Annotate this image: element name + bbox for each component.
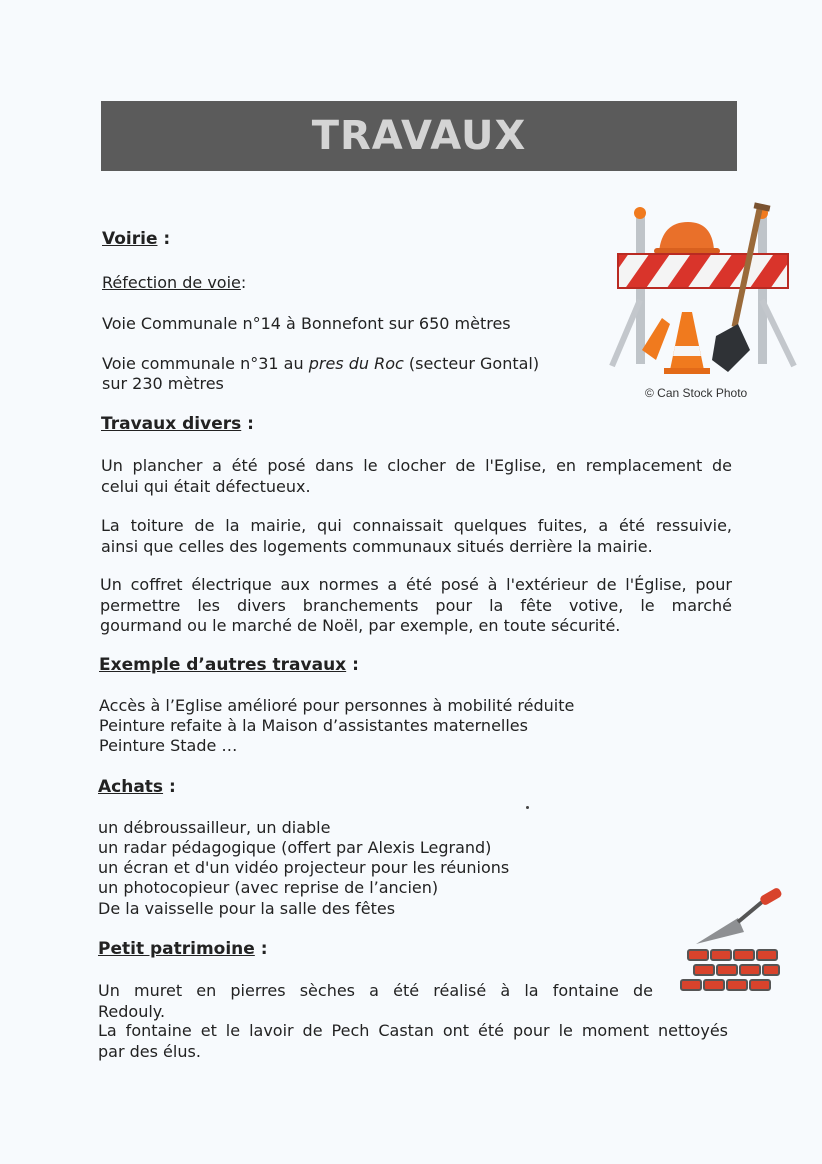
image-caption: © Can Stock Photo (645, 386, 748, 400)
title-banner (101, 101, 737, 171)
list-item: De la vaisselle pour la salle des fêtes (98, 899, 396, 918)
achats-heading: Achats : (98, 777, 176, 797)
list-item: Peinture refaite à la Maison d’assistantes maternelles (99, 716, 528, 735)
petit-patrimoine-heading: Petit patrimoine : (98, 939, 268, 959)
travaux-divers-paragraph-3: Un coffret électrique aux normes a été posé à l'extérieur de l'Église, pour permettre les divers branchements pour la fête votive, le marché gourmand ou le marché de Noël, par exemple, en toute sécurité. (100, 575, 732, 635)
list-item: un photocopieur (avec reprise de l’ancien) (98, 878, 439, 897)
speck (526, 806, 529, 809)
list-item: Peinture Stade … (99, 736, 238, 755)
voirie-subheading: Réfection de voie: (102, 273, 247, 292)
list-item: Accès à l’Eglise amélioré pour personnes à mobilité réduite (99, 696, 575, 715)
list-item: un radar pédagogique (offert par Alexis Legrand) (98, 838, 492, 857)
list-item: un débroussailleur, un diable (98, 818, 331, 837)
autres-travaux-heading: Exemple d’autres travaux : (99, 655, 359, 675)
road-works-barrier-icon (604, 200, 800, 380)
voirie-line-3: sur 230 mètres (102, 374, 224, 393)
brick-wall-trowel-icon (678, 888, 782, 998)
page-title: TRAVAUX (311, 113, 527, 159)
petit-patrimoine-paragraph-2: La fontaine et le lavoir de Pech Castan ont été pour le moment nettoyés par des élus. (98, 1021, 728, 1061)
list-item: un écran et d'un vidéo projecteur pour les réunions (98, 858, 510, 877)
voirie-line-2: Voie communale n°31 au pres du Roc (secteur Gontal) (102, 354, 540, 373)
travaux-divers-heading: Travaux divers : (101, 414, 254, 434)
petit-patrimoine-paragraph-1: Un muret en pierres sèches a été réalisé à la fontaine de Redouly. (98, 981, 653, 1021)
voirie-heading: Voirie : (102, 229, 171, 249)
travaux-divers-paragraph-1: Un plancher a été posé dans le clocher de l'Eglise, en remplacement de celui qui était défectueux. (101, 456, 732, 496)
travaux-divers-paragraph-2: La toiture de la mairie, qui connaissait quelques fuites, a été ressuivie, ainsi que celles des logements communaux situés derrière la mairie. (101, 516, 732, 556)
voirie-line-1: Voie Communale n°14 à Bonnefont sur 650 mètres (102, 314, 511, 333)
